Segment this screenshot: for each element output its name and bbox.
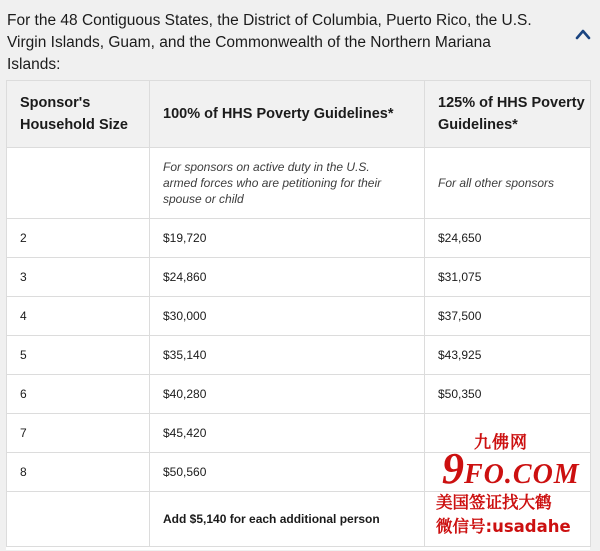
household-size-cell: 2 — [7, 219, 150, 258]
table-row — [7, 453, 591, 492]
guideline-125-cell — [425, 453, 591, 492]
guideline-100-cell: $40,280 — [150, 375, 425, 414]
guideline-100-cell: $30,000 — [150, 297, 425, 336]
poverty-guidelines-table-wrapper — [6, 80, 590, 550]
guideline-125-cell: $50,350 — [425, 375, 591, 414]
table-note-cell: For sponsors on active duty in the U.S. armed forces who are petitioning for their spouse or child — [150, 148, 425, 219]
guideline-100-cell: $50,560 — [150, 453, 425, 492]
table-row — [7, 414, 591, 453]
watermark-site-name: 九佛网 — [474, 433, 528, 453]
chevron-up-icon[interactable] — [573, 26, 593, 42]
guideline-100-cell: $35,140 — [150, 336, 425, 375]
table-note-row — [7, 148, 591, 219]
guideline-125-cell: $24,650 — [425, 219, 591, 258]
guideline-100-cell: $45,420 — [150, 414, 425, 453]
additional-person-cell — [425, 492, 591, 547]
household-size-cell: 7 — [7, 414, 150, 453]
guideline-125-cell — [425, 414, 591, 453]
table-row — [7, 336, 591, 375]
household-size-cell: 3 — [7, 258, 150, 297]
household-size-cell: 4 — [7, 297, 150, 336]
table-row — [7, 375, 591, 414]
table-row — [7, 219, 591, 258]
guideline-125-cell: $43,925 — [425, 336, 591, 375]
household-size-cell: 6 — [7, 375, 150, 414]
poverty-guidelines-table — [6, 80, 591, 547]
accordion-title: For the 48 Contiguous States, the District of Columbia, Puerto Rico, the U.S. Virgin Islands, Guam, and the Commonwealth of the Northern Mariana Islands: — [7, 12, 532, 73]
accordion-header[interactable] — [0, 0, 600, 80]
guideline-100-cell: $19,720 — [150, 219, 425, 258]
household-size-cell: 5 — [7, 336, 150, 375]
table-row — [7, 297, 591, 336]
watermark-logo-nine: 9 — [442, 444, 464, 493]
column-header-household-size: Sponsor's Household Size — [7, 81, 150, 148]
column-header-125-percent: 125% of HHS Poverty Guidelines* — [425, 81, 591, 148]
additional-person-cell: Add $5,140 for each additional person — [150, 492, 425, 547]
household-size-cell: 8 — [7, 453, 150, 492]
watermark-wechat: 微信号:usadahe — [436, 517, 571, 536]
additional-person-row — [7, 492, 591, 547]
additional-person-cell — [7, 492, 150, 547]
guideline-125-cell: $37,500 — [425, 297, 591, 336]
table-note-cell: For all other sponsors — [425, 148, 591, 219]
watermark-logo-text: FO.COM — [464, 459, 580, 490]
table-note-cell — [7, 148, 150, 219]
column-header-100-percent: 100% of HHS Poverty Guidelines* — [150, 81, 425, 148]
guideline-100-cell: $24,860 — [150, 258, 425, 297]
watermark-slogan: 美国签证找大鹤 — [436, 493, 552, 512]
guideline-125-cell: $31,075 — [425, 258, 591, 297]
table-header-row — [7, 81, 591, 148]
table-row — [7, 258, 591, 297]
